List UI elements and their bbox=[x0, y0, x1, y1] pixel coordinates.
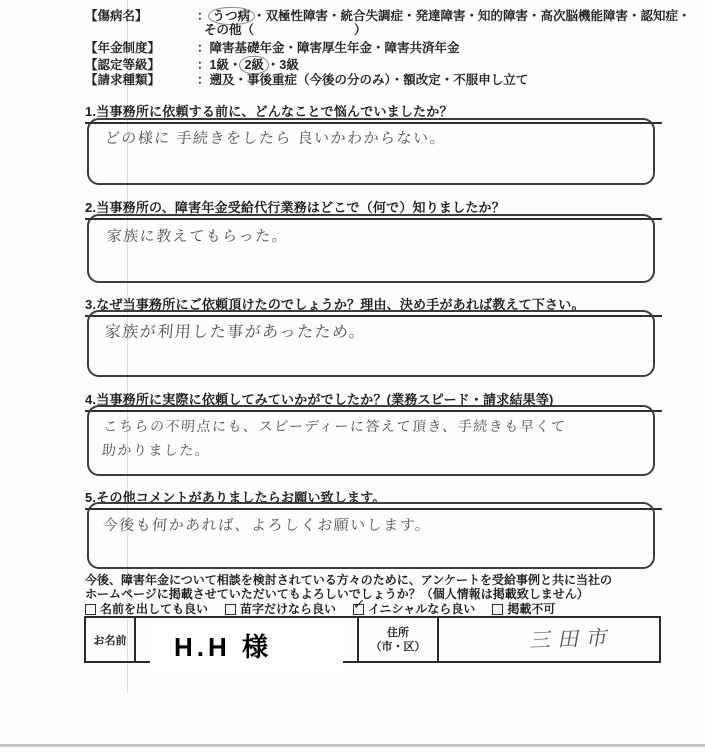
field-pension-system bbox=[85, 40, 460, 56]
field-claim-type-label: 【請求種類】 bbox=[85, 73, 161, 87]
field-grade-pre: ：1級・ bbox=[197, 58, 242, 72]
consent-option-initials-label: イニシャルなら良い bbox=[368, 601, 476, 616]
field-disease-label: 【傷病名】 bbox=[85, 9, 148, 23]
checkbox-full-name-icon bbox=[85, 604, 96, 615]
name-privacy-overlay bbox=[150, 619, 343, 672]
question-2-title: 2.当事務所の、障害年金受給代行業務はどこで（何で）知りましたか？ bbox=[85, 197, 662, 220]
consent-option-initials bbox=[351, 595, 476, 617]
consent-section bbox=[85, 574, 675, 616]
field-grade-label: 【認定等級】 bbox=[85, 58, 161, 72]
question-3-answer-box bbox=[87, 310, 655, 377]
checkbox-initials-icon: ✓ bbox=[353, 604, 364, 615]
field-pension-system-label: 【年金制度】 bbox=[85, 41, 161, 55]
respondent-table bbox=[84, 616, 661, 663]
field-disease-other: その他（ ） bbox=[204, 23, 367, 37]
address-label-cell: 住所 （市・区） bbox=[359, 618, 439, 661]
consent-option-full-name bbox=[85, 603, 208, 617]
question-1-handwritten-answer: どの様に 手続きをしたら 良いかわからない。 bbox=[104, 130, 447, 147]
question-3-handwritten-answer: 家族が利用した事があったため。 bbox=[104, 324, 368, 341]
consent-option-no-publish-label: 掲載不可 bbox=[507, 601, 556, 616]
consent-line-1: 今後、障害年金について相談を検討されている方々のために、アンケートを受給事例と共に当社の bbox=[85, 573, 613, 587]
question-2-answer-box bbox=[87, 214, 655, 283]
consent-option-full-name-label: 名前を出しても良い bbox=[100, 601, 209, 616]
consent-option-no-publish bbox=[492, 603, 555, 617]
question-4-handwritten-answer: こちらの不明点にも、スピーディーに答えて頂き、手続きも早くて 助かりました。 bbox=[101, 418, 567, 458]
consent-option-surname bbox=[225, 603, 336, 617]
question-4-title: 4.当事務所に実際に依頼してみていかがでしたか？(業務スピード・請求結果等) bbox=[85, 389, 662, 412]
consent-option-surname-label: 苗字だけなら良い bbox=[240, 601, 337, 616]
question-5-handwritten-answer: 今後も何かあれば、よろしくお願いします。 bbox=[102, 517, 433, 534]
checkbox-no-publish-icon bbox=[492, 604, 503, 615]
question-5-answer-box bbox=[87, 502, 655, 569]
name-value-cell bbox=[136, 618, 359, 661]
respondent-address-handwritten: 三田市 bbox=[528, 626, 618, 652]
circle-annotation-grade: 2級 bbox=[239, 56, 268, 74]
question-2-handwritten-answer: 家族に教えてもらった。 bbox=[106, 228, 289, 245]
field-disease-options: ・双極性障害・統合失調症・発達障害・知的障害・高次脳機能障害・認知症・ bbox=[253, 9, 691, 23]
circle-annotation-disease: うつ病 bbox=[208, 7, 256, 25]
field-claim-type bbox=[85, 72, 528, 88]
question-5-title: 5.その他コメントがありましたらお願い致します。 bbox=[85, 487, 662, 510]
checkbox-surname-icon bbox=[225, 604, 236, 615]
field-grade-post: ・3級 bbox=[266, 58, 299, 72]
consent-options bbox=[85, 595, 675, 617]
question-3-title: 3.なぜ当事務所にご依頼頂けたのでしょうか？理由、決め手があれば教えて下さい。 bbox=[85, 294, 662, 317]
field-disease-pre: ： bbox=[197, 9, 210, 23]
name-label-cell: お名前 bbox=[86, 618, 136, 661]
field-disease bbox=[85, 7, 691, 25]
field-claim-type-options: ：遡及・事後重症（今後の分のみ）・額改定・不服申し立て bbox=[197, 73, 529, 87]
question-1-title: 1.当事務所に依頼する前に、どんなことで悩んでいましたか？ bbox=[85, 101, 662, 124]
address-value-cell bbox=[439, 618, 659, 661]
question-4-answer-box bbox=[87, 405, 655, 476]
scan-bottom-edge bbox=[0, 744, 705, 747]
question-1-answer-box bbox=[87, 118, 655, 185]
respondent-name: H.H 様 bbox=[174, 632, 273, 662]
consent-line-2: ホームページに掲載させていただいてもよろしいでしょうか？（個人情報は掲載致しません） bbox=[85, 586, 589, 601]
field-pension-system-options: ：障害基礎年金・障害厚生年金・障害共済年金 bbox=[197, 41, 460, 55]
